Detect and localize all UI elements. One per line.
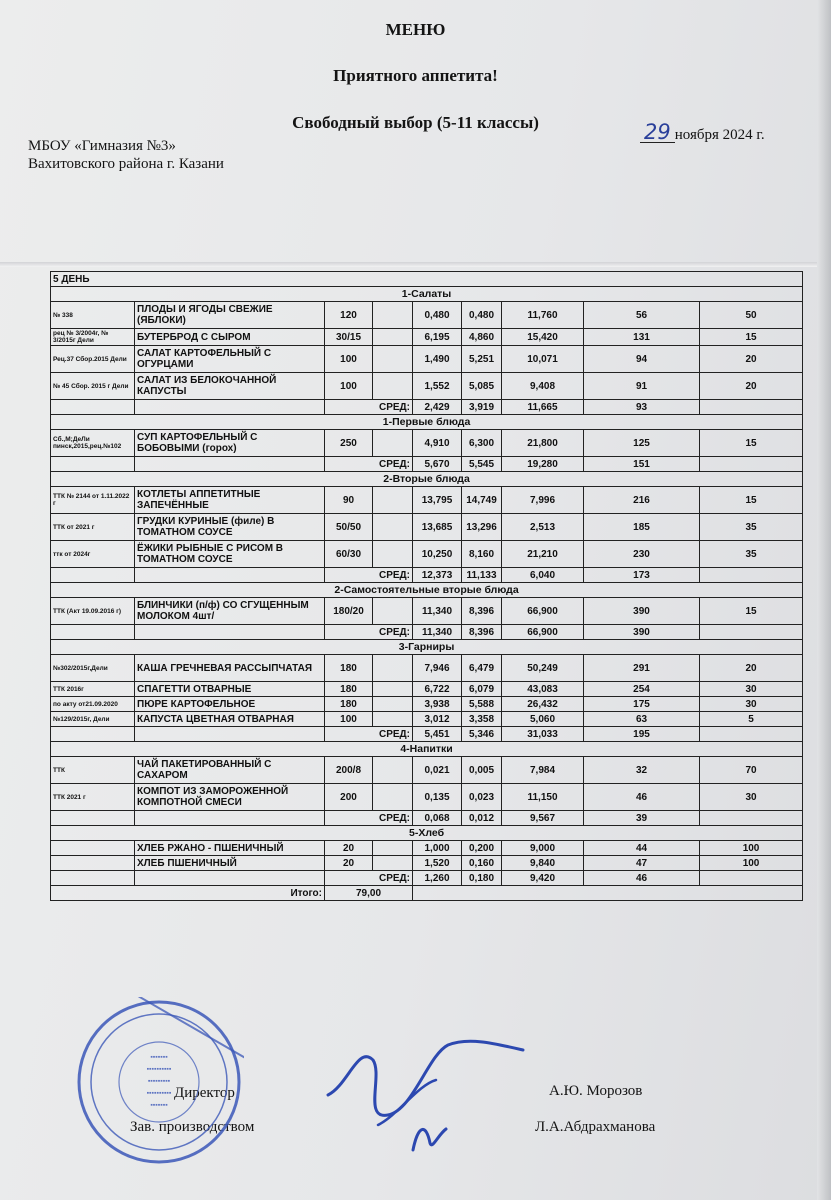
average-row [51, 625, 803, 640]
dish-name: БУТЕРБРОД С СЫРОМ [135, 329, 325, 346]
dish-price [373, 682, 413, 697]
recipe-ref: ТТК от 2021 г [51, 514, 135, 541]
avg-label: СРЕД: [325, 625, 413, 640]
dish-carbs: 9,408 [502, 373, 584, 400]
recipe-ref: по акту от21.09.2020 [51, 697, 135, 712]
dish-portion: 20 [325, 856, 373, 871]
avg-label: СРЕД: [325, 811, 413, 826]
average-row [51, 568, 803, 583]
dish-fat: 14,749 [462, 487, 502, 514]
avg-blank [700, 400, 803, 415]
average-row [51, 727, 803, 742]
dish-name: КОТЛЕТЫ АППЕТИТНЫЕ ЗАПЕЧЁННЫЕ [135, 487, 325, 514]
avg-blank [135, 400, 325, 415]
dish-extra: 15 [700, 487, 803, 514]
recipe-ref: ТТК 2021 г [51, 784, 135, 811]
avg-carbs: 11,665 [502, 400, 584, 415]
deputy-title: Зав. производством [130, 1119, 255, 1135]
dish-price [373, 329, 413, 346]
recipe-ref: ТТК 2016г [51, 682, 135, 697]
dish-fat: 6,079 [462, 682, 502, 697]
avg-fat: 5,545 [462, 457, 502, 472]
avg-protein: 11,340 [413, 625, 462, 640]
dish-name: САЛАТ ИЗ БЕЛОКОЧАННОЙ КАПУСТЫ [135, 373, 325, 400]
avg-protein: 12,373 [413, 568, 462, 583]
dish-price [373, 541, 413, 568]
dish-protein: 4,910 [413, 430, 462, 457]
dish-protein: 0,135 [413, 784, 462, 811]
avg-blank [51, 811, 135, 826]
avg-blank [135, 871, 325, 886]
dish-name: САЛАТ КАРТОФЕЛЬНЫЙ С ОГУРЦАМИ [135, 346, 325, 373]
avg-label: СРЕД: [325, 400, 413, 415]
dish-name: ПЛОДЫ И ЯГОДЫ СВЕЖИЕ (ЯБЛОКИ) [135, 302, 325, 329]
total-row [51, 886, 803, 901]
avg-blank [51, 400, 135, 415]
dish-row [51, 487, 803, 514]
recipe-ref [51, 841, 135, 856]
avg-carbs: 19,280 [502, 457, 584, 472]
average-row [51, 457, 803, 472]
total-value: 79,00 [325, 886, 413, 901]
deputy-name: Л.А.Абдрахманова [535, 1119, 656, 1135]
dish-kcal: 32 [584, 757, 700, 784]
avg-blank [700, 871, 803, 886]
dish-fat: 3,358 [462, 712, 502, 727]
avg-blank [135, 457, 325, 472]
dish-fat: 8,396 [462, 598, 502, 625]
dish-portion: 200/8 [325, 757, 373, 784]
dish-protein: 1,000 [413, 841, 462, 856]
dish-price [373, 856, 413, 871]
svg-text:▪▪▪▪▪▪▪: ▪▪▪▪▪▪▪ [150, 1054, 168, 1061]
dish-protein: 1,552 [413, 373, 462, 400]
dish-price [373, 757, 413, 784]
dish-carbs: 5,060 [502, 712, 584, 727]
dish-carbs: 26,432 [502, 697, 584, 712]
dish-protein: 11,340 [413, 598, 462, 625]
dish-kcal: 291 [584, 655, 700, 682]
dish-kcal: 185 [584, 514, 700, 541]
dish-price [373, 697, 413, 712]
avg-blank [51, 727, 135, 742]
section-title: 4-Напитки [51, 742, 803, 757]
school-stamp [74, 997, 244, 1167]
dish-extra: 35 [700, 514, 803, 541]
dish-carbs: 11,760 [502, 302, 584, 329]
avg-kcal: 173 [584, 568, 700, 583]
avg-label: СРЕД: [325, 727, 413, 742]
director-name: А.Ю. Морозов [549, 1083, 643, 1099]
dish-portion: 180 [325, 655, 373, 682]
menu-date [640, 122, 765, 144]
dish-carbs: 66,900 [502, 598, 584, 625]
avg-carbs: 9,567 [502, 811, 584, 826]
recipe-ref: № 338 [51, 302, 135, 329]
dish-row [51, 784, 803, 811]
dish-price [373, 302, 413, 329]
avg-kcal: 39 [584, 811, 700, 826]
recipe-ref: ТТК [51, 757, 135, 784]
avg-label: СРЕД: [325, 568, 413, 583]
dish-portion: 180/20 [325, 598, 373, 625]
dish-extra: 15 [700, 598, 803, 625]
dish-portion: 60/30 [325, 541, 373, 568]
section-row [51, 640, 803, 655]
dish-carbs: 7,984 [502, 757, 584, 784]
dish-kcal: 254 [584, 682, 700, 697]
dish-price [373, 373, 413, 400]
avg-fat: 5,346 [462, 727, 502, 742]
dish-protein: 7,946 [413, 655, 462, 682]
avg-fat: 8,396 [462, 625, 502, 640]
dish-name: БЛИНЧИКИ (п/ф) СО СГУЩЕННЫМ МОЛОКОМ 4шт/ [135, 598, 325, 625]
dish-portion: 180 [325, 682, 373, 697]
dish-fat: 6,479 [462, 655, 502, 682]
dish-portion: 50/50 [325, 514, 373, 541]
org-name: МБОУ «Гимназия №3» [28, 138, 176, 154]
total-blank [413, 886, 803, 901]
section-title: 1-Салаты [51, 287, 803, 302]
dish-kcal: 390 [584, 598, 700, 625]
dish-row [51, 430, 803, 457]
dish-fat: 8,160 [462, 541, 502, 568]
dish-price [373, 346, 413, 373]
avg-fat: 11,133 [462, 568, 502, 583]
dish-name: ХЛЕБ РЖАНО - ПШЕНИЧНЫЙ [135, 841, 325, 856]
dish-extra: 50 [700, 302, 803, 329]
dish-portion: 120 [325, 302, 373, 329]
avg-fat: 0,012 [462, 811, 502, 826]
dish-kcal: 125 [584, 430, 700, 457]
avg-kcal: 93 [584, 400, 700, 415]
dish-extra: 30 [700, 784, 803, 811]
dish-extra: 20 [700, 346, 803, 373]
dish-price [373, 430, 413, 457]
dish-kcal: 230 [584, 541, 700, 568]
dish-portion: 30/15 [325, 329, 373, 346]
recipe-ref: ТТК № 2144 от 1.11.2022 г [51, 487, 135, 514]
dish-name: СПАГЕТТИ ОТВАРНЫЕ [135, 682, 325, 697]
section-title: 1-Первые блюда [51, 415, 803, 430]
dish-extra: 35 [700, 541, 803, 568]
avg-carbs: 66,900 [502, 625, 584, 640]
avg-fat: 3,919 [462, 400, 502, 415]
dish-fat: 5,251 [462, 346, 502, 373]
avg-fat: 0,180 [462, 871, 502, 886]
avg-blank [51, 568, 135, 583]
dish-fat: 13,296 [462, 514, 502, 541]
dish-protein: 3,938 [413, 697, 462, 712]
dish-portion: 100 [325, 346, 373, 373]
dish-row [51, 302, 803, 329]
dish-carbs: 9,840 [502, 856, 584, 871]
dish-price [373, 655, 413, 682]
dish-extra: 70 [700, 757, 803, 784]
dish-extra: 15 [700, 430, 803, 457]
dish-carbs: 9,000 [502, 841, 584, 856]
dish-protein: 13,795 [413, 487, 462, 514]
average-row [51, 400, 803, 415]
dish-name: КАПУСТА ЦВЕТНАЯ ОТВАРНАЯ [135, 712, 325, 727]
dish-row [51, 514, 803, 541]
avg-protein: 1,260 [413, 871, 462, 886]
avg-blank [135, 625, 325, 640]
dish-fat: 6,300 [462, 430, 502, 457]
dish-kcal: 94 [584, 346, 700, 373]
dish-carbs: 11,150 [502, 784, 584, 811]
section-row [51, 742, 803, 757]
recipe-ref: рец № 3/2004г, № 3/2015г Дели [51, 329, 135, 346]
dish-extra: 5 [700, 712, 803, 727]
recipe-ref: № 45 Сбор. 2015 г Дели [51, 373, 135, 400]
avg-blank [700, 625, 803, 640]
paper-edge [817, 0, 831, 1200]
avg-blank [51, 457, 135, 472]
signature-scribble [318, 1025, 538, 1155]
avg-kcal: 46 [584, 871, 700, 886]
section-title: 3-Гарниры [51, 640, 803, 655]
dish-name: ЧАЙ ПАКЕТИРОВАННЫЙ С САХАРОМ [135, 757, 325, 784]
menu-title: МЕНЮ [385, 20, 446, 39]
dish-portion: 250 [325, 430, 373, 457]
dish-carbs: 15,420 [502, 329, 584, 346]
recipe-ref: №302/2015г,Дели [51, 655, 135, 682]
dish-protein: 3,012 [413, 712, 462, 727]
dish-extra: 15 [700, 329, 803, 346]
dish-carbs: 10,071 [502, 346, 584, 373]
dish-fat: 0,023 [462, 784, 502, 811]
recipe-ref: ттк от 2024г [51, 541, 135, 568]
dish-protein: 6,195 [413, 329, 462, 346]
section-row [51, 472, 803, 487]
avg-protein: 0,068 [413, 811, 462, 826]
dish-fat: 4,860 [462, 329, 502, 346]
avg-label: СРЕД: [325, 871, 413, 886]
dish-portion: 90 [325, 487, 373, 514]
dish-row [51, 712, 803, 727]
dish-row [51, 373, 803, 400]
avg-label: СРЕД: [325, 457, 413, 472]
dish-name: СУП КАРТОФЕЛЬНЫЙ С БОБОВЫМИ (горох) [135, 430, 325, 457]
dish-name: ПЮРЕ КАРТОФЕЛЬНОЕ [135, 697, 325, 712]
average-row [51, 811, 803, 826]
dish-price [373, 841, 413, 856]
dish-kcal: 216 [584, 487, 700, 514]
dish-fat: 0,005 [462, 757, 502, 784]
date-month-year: ноября 2024 г. [674, 127, 765, 143]
total-label: Итого: [51, 886, 325, 901]
dish-extra: 100 [700, 856, 803, 871]
dish-name: КАША ГРЕЧНЕВАЯ РАССЫПЧАТАЯ [135, 655, 325, 682]
dish-row [51, 697, 803, 712]
avg-blank [135, 811, 325, 826]
avg-kcal: 390 [584, 625, 700, 640]
dish-row [51, 346, 803, 373]
dish-fat: 0,200 [462, 841, 502, 856]
section-title: 5-Хлеб [51, 826, 803, 841]
dish-price [373, 598, 413, 625]
dish-fat: 0,160 [462, 856, 502, 871]
dish-protein: 0,021 [413, 757, 462, 784]
handwritten-day: 29 [640, 122, 675, 143]
dish-row [51, 329, 803, 346]
section-row [51, 583, 803, 598]
dish-row [51, 655, 803, 682]
dish-row [51, 682, 803, 697]
avg-carbs: 31,033 [502, 727, 584, 742]
dish-price [373, 487, 413, 514]
dish-protein: 6,722 [413, 682, 462, 697]
dish-kcal: 47 [584, 856, 700, 871]
dish-row [51, 598, 803, 625]
dish-row [51, 856, 803, 871]
dish-protein: 1,490 [413, 346, 462, 373]
dish-fat: 0,480 [462, 302, 502, 329]
dish-extra: 100 [700, 841, 803, 856]
recipe-ref: ТТК (Акт 19.09.2016 г) [51, 598, 135, 625]
dish-extra: 20 [700, 655, 803, 682]
dish-fat: 5,588 [462, 697, 502, 712]
recipe-ref: №129/2015г, Дели [51, 712, 135, 727]
dish-kcal: 63 [584, 712, 700, 727]
dish-protein: 1,520 [413, 856, 462, 871]
svg-text:▪▪▪▪▪▪▪: ▪▪▪▪▪▪▪ [150, 1102, 168, 1109]
recipe-ref: Рец.37 Сбор.2015 Дели [51, 346, 135, 373]
avg-carbs: 6,040 [502, 568, 584, 583]
dish-protein: 0,480 [413, 302, 462, 329]
menu-table [50, 271, 803, 901]
dish-row [51, 841, 803, 856]
dish-kcal: 91 [584, 373, 700, 400]
svg-text:▪▪▪▪▪▪▪▪▪: ▪▪▪▪▪▪▪▪▪ [147, 1078, 171, 1085]
paper-fold [0, 262, 831, 267]
dish-price [373, 712, 413, 727]
dish-carbs: 7,996 [502, 487, 584, 514]
day-label: 5 ДЕНЬ [51, 272, 803, 287]
section-row [51, 415, 803, 430]
section-title: 2-Самостоятельные вторые блюда [51, 583, 803, 598]
svg-text:▪▪▪▪▪▪▪▪▪▪: ▪▪▪▪▪▪▪▪▪▪ [146, 1066, 172, 1073]
avg-blank [700, 811, 803, 826]
dish-name: ЁЖИКИ РЫБНЫЕ С РИСОМ В ТОМАТНОМ СОУСЕ [135, 541, 325, 568]
avg-protein: 5,451 [413, 727, 462, 742]
org-district: Вахитовского района г. Казани [28, 156, 224, 172]
svg-text:▪▪▪▪▪▪▪▪▪▪: ▪▪▪▪▪▪▪▪▪▪ [146, 1090, 172, 1097]
avg-blank [135, 727, 325, 742]
avg-blank [700, 568, 803, 583]
avg-blank [51, 625, 135, 640]
dish-row [51, 757, 803, 784]
dish-carbs: 21,210 [502, 541, 584, 568]
day-row [51, 272, 803, 287]
dish-carbs: 21,800 [502, 430, 584, 457]
dish-carbs: 50,249 [502, 655, 584, 682]
avg-protein: 2,429 [413, 400, 462, 415]
dish-portion: 20 [325, 841, 373, 856]
dish-carbs: 2,513 [502, 514, 584, 541]
dish-carbs: 43,083 [502, 682, 584, 697]
dish-protein: 10,250 [413, 541, 462, 568]
dish-price [373, 514, 413, 541]
dish-extra: 30 [700, 697, 803, 712]
recipe-ref: Сб.,М;ДеЛи пинск,2015,рец.№102 [51, 430, 135, 457]
avg-kcal: 151 [584, 457, 700, 472]
director-title: Директор [174, 1085, 235, 1101]
dish-kcal: 44 [584, 841, 700, 856]
avg-blank [700, 457, 803, 472]
dish-portion: 100 [325, 712, 373, 727]
dish-price [373, 784, 413, 811]
dish-name: КОМПОТ ИЗ ЗАМОРОЖЕННОЙ КОМПОТНОЙ СМЕСИ [135, 784, 325, 811]
dish-fat: 5,085 [462, 373, 502, 400]
dish-name: ХЛЕБ ПШЕНИЧНЫЙ [135, 856, 325, 871]
avg-carbs: 9,420 [502, 871, 584, 886]
dish-portion: 180 [325, 697, 373, 712]
avg-protein: 5,670 [413, 457, 462, 472]
avg-blank [135, 568, 325, 583]
section-row [51, 826, 803, 841]
dish-kcal: 131 [584, 329, 700, 346]
dish-protein: 13,685 [413, 514, 462, 541]
dish-row [51, 541, 803, 568]
section-title: 2-Вторые блюда [51, 472, 803, 487]
avg-kcal: 195 [584, 727, 700, 742]
recipe-ref [51, 856, 135, 871]
greeting: Приятного аппетита! [333, 66, 498, 85]
avg-blank [51, 871, 135, 886]
subtitle: Свободный выбор (5-11 классы) [292, 113, 539, 132]
dish-kcal: 46 [584, 784, 700, 811]
avg-blank [700, 727, 803, 742]
dish-name: ГРУДКИ КУРИНЫЕ (филе) В ТОМАТНОМ СОУСЕ [135, 514, 325, 541]
section-row [51, 287, 803, 302]
dish-kcal: 175 [584, 697, 700, 712]
dish-kcal: 56 [584, 302, 700, 329]
dish-extra: 30 [700, 682, 803, 697]
average-row [51, 871, 803, 886]
dish-portion: 100 [325, 373, 373, 400]
dish-portion: 200 [325, 784, 373, 811]
dish-extra: 20 [700, 373, 803, 400]
